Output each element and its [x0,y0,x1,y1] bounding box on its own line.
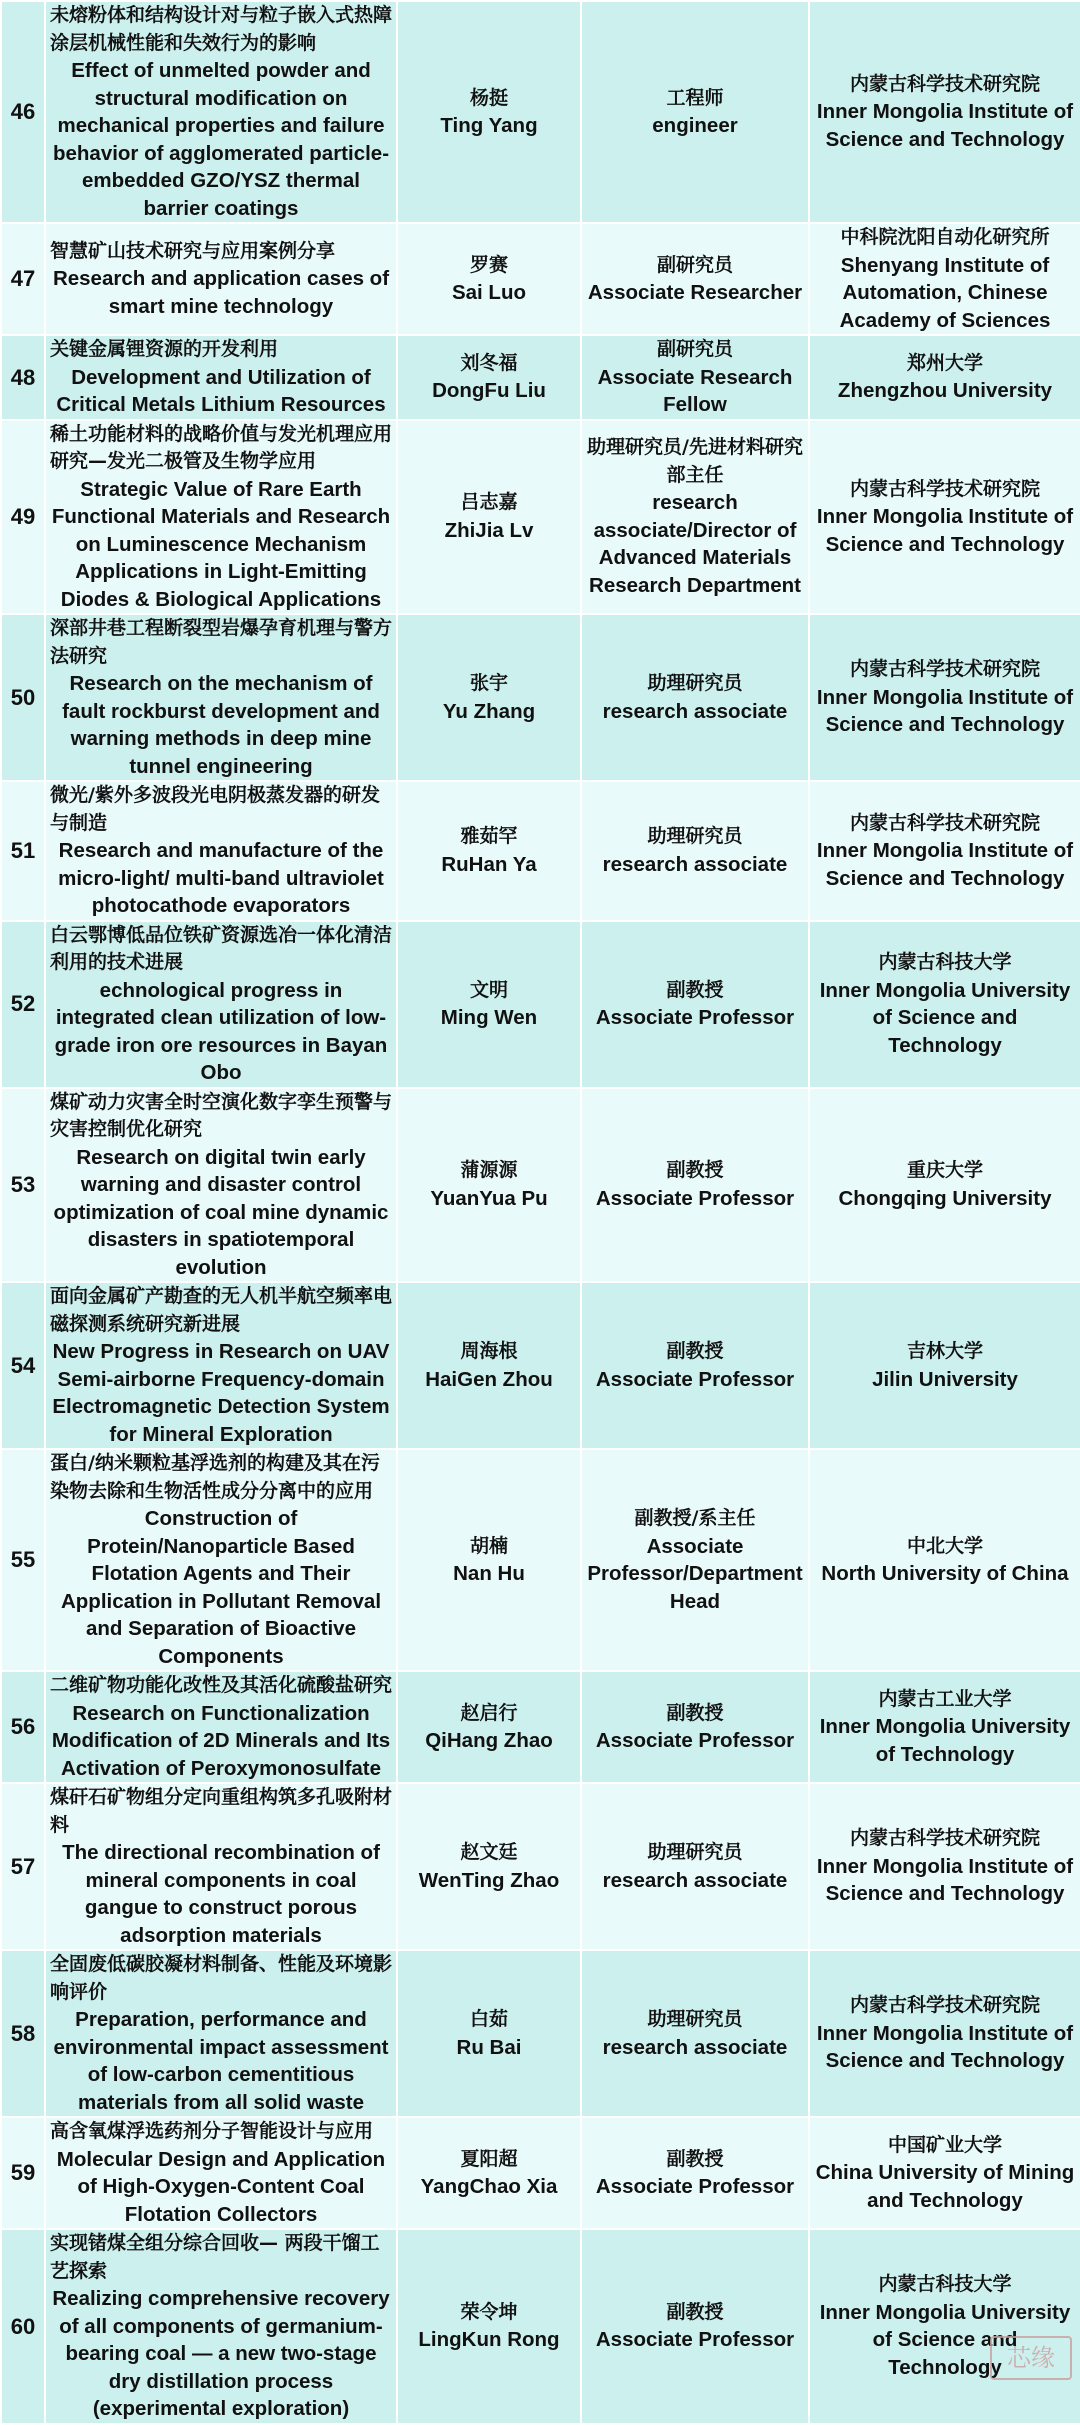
topic-en: Research and manufacture of the micro-light/ multi-band ultraviolet photocathode evaporators [58,839,384,917]
topic-en: Development and Utilization of Critical Metals Lithium Resources [56,365,386,416]
title-zh: 副研究员 [656,253,733,276]
title-en: Associate Research Fellow [597,365,793,416]
table-row [1,1088,1080,1283]
title-cell [581,420,809,615]
institution-en: Inner Mongolia University of Science and Technology [819,2300,1071,2379]
institution-en: Inner Mongolia Institute of Science and Technology [816,100,1074,151]
row-number: 52 [1,921,45,1088]
institution-zh: 中科院沈阳自动化研究所 [840,226,1050,248]
topic-en: Research and application cases of smart mine technology [52,267,390,318]
topic-zh: 二维矿物功能化改性及其活化硫酸盐研究 [50,1674,393,1696]
topic-en: Molecular Design and Application of High-Oxygen-Content Coal Flotation Collectors [56,2147,386,2226]
title-zh: 副教授 [666,2147,724,2170]
topic-en: Research on Functionalization Modification of 2D Minerals and Its Activation of Peroxymonosulfate [51,1701,391,1780]
name-zh: 赵启行 [460,1701,518,1724]
institution-en: Zhengzhou University [837,379,1053,403]
name-zh: 胡楠 [469,1534,508,1557]
title-zh: 副教授 [666,1159,724,1182]
name-zh: 文明 [469,978,508,1001]
topic-en: Construction of Protein/Nanoparticle Based Flotation Agents and Their Application in Pollutant Removal and Separation of Bioactive Components [60,1507,382,1668]
title-zh: 助理研究员 [647,825,743,848]
table-row [1,1,1080,223]
institution-cell [809,1,1080,223]
institution-zh: 吉林大学 [906,1340,983,1362]
name-cell [397,1783,581,1950]
name-en: Ting Yang [440,114,538,137]
institution-en: Jilin University [872,1367,1018,1391]
title-en: Associate Professor [595,1729,795,1752]
table-row [1,614,1080,781]
table-row [1,420,1080,615]
name-en: DongFu Liu [432,379,546,403]
table-row [1,1449,1080,1671]
topic-zh: 煤矿动力灾害全时空演化数字孪生预警与灾害控制优化研究 [50,1090,393,1140]
topic-zh: 白云鄂博低品位铁矿资源选冶一体化清洁利用的技术进展 [50,923,393,973]
name-cell [397,781,581,921]
topic-zh: 稀土功能材料的战略价值与发光机理应用研究—发光二极管及生物学应用 [50,422,393,472]
topic-zh: 关键金属锂资源的开发利用 [50,338,279,360]
topic-zh: 深部井巷工程断裂型岩爆孕育机理与警方法研究 [50,617,393,667]
title-cell [581,335,809,420]
topic-cell [45,223,397,335]
name-cell [397,1449,581,1671]
institution-cell [809,921,1080,1088]
title-cell [581,223,809,335]
institution-en: Chongqing University [838,1186,1052,1210]
name-cell [397,420,581,615]
topic-cell [45,335,397,420]
institution-zh: 内蒙古科学技术研究院 [849,477,1040,500]
row-number: 54 [1,1282,45,1449]
name-cell [397,2229,581,2424]
topic-en: Research on the mechanism of fault rockburst development and warning methods in deep mine tunnel engineering [62,672,380,778]
title-en: Associate Researcher [587,281,803,304]
title-en: research associate/Director of Advanced Materials Research Department [589,491,801,597]
table-row [1,2229,1080,2424]
title-cell [581,1282,809,1449]
name-en: YuanYua Pu [430,1186,548,1210]
institution-en: China University of Mining and Technology [815,2161,1075,2212]
title-en: research associate [602,699,788,723]
table-row [1,335,1080,420]
institution-cell [809,1282,1080,1449]
name-zh: 雅茹罕 [460,825,518,848]
institution-en: Inner Mongolia University of Technology [819,1715,1071,1766]
row-number: 53 [1,1088,45,1283]
title-en: Associate Professor [595,1006,795,1029]
row-number: 60 [1,2229,45,2424]
title-en: Associate Professor [595,2328,795,2352]
title-zh: 副教授 [666,1340,724,1362]
institution-en: Shenyang Institute of Automation, Chinese Academy of Sciences [839,253,1051,332]
title-en: Associate Professor [595,1186,795,1210]
topic-cell [45,1282,397,1449]
title-cell [581,2229,809,2424]
title-en: Associate Professor [595,2175,795,2198]
title-zh: 助理研究员/先进材料研究部主任 [587,436,803,486]
topic-en: Effect of unmelted powder and structural modification on mechanical properties and failure behavior of agglomerated particle-embedded GZO/YSZ thermal barrier coatings [52,59,390,220]
title-en: research associate [602,852,788,876]
table-row [1,1950,1080,2117]
institution-zh: 郑州大学 [906,351,983,374]
name-zh: 吕志嘉 [460,491,518,514]
topic-en: Strategic Value of Rare Earth Functional Materials and Research on Luminescence Mechanism Applications in Light-Emitting Diodes & Biological Applications [51,477,391,611]
title-cell [581,1449,809,1671]
name-en: Nan Hu [453,1562,525,1585]
title-zh: 副教授/系主任 [634,1507,756,1529]
topic-en: Preparation, performance and environmental impact assessment of low-carbon cementitious materials from all solid waste [53,2008,389,2114]
name-zh: 周海根 [460,1340,518,1362]
institution-en: Inner Mongolia Institute of Science and Technology [816,505,1074,556]
institution-zh: 内蒙古工业大学 [878,1687,1012,1710]
institution-zh: 内蒙古科学技术研究院 [849,1827,1040,1850]
name-zh: 荣令坤 [460,2300,518,2323]
name-zh: 赵文廷 [460,1841,518,1863]
row-number: 55 [1,1449,45,1671]
row-number: 49 [1,420,45,615]
row-number: 57 [1,1783,45,1950]
institution-en: Inner Mongolia Institute of Science and Technology [816,839,1074,890]
name-zh: 杨挺 [469,86,508,109]
institution-zh: 内蒙古科技大学 [878,951,1012,973]
title-zh: 副教授 [666,978,724,1001]
institution-cell [809,614,1080,781]
topic-en: New Progress in Research on UAV Semi-airborne Frequency-domain Electromagnetic Detection System for Mineral Exploration [52,1340,390,1446]
title-zh: 副教授 [666,1701,724,1724]
title-zh: 助理研究员 [647,1841,743,1863]
name-cell [397,2117,581,2229]
topic-cell [45,1,397,223]
title-cell [581,614,809,781]
name-zh: 白茹 [469,2008,508,2030]
name-en: YangChao Xia [420,2175,558,2198]
name-en: QiHang Zhao [425,1729,553,1752]
title-en: engineer [652,114,738,137]
institution-en: Inner Mongolia Institute of Science and Technology [816,2021,1074,2073]
topic-en: Research on digital twin early warning and disaster control optimization of coal mine dynamic disasters in spatiotemporal evolution [53,1145,389,1279]
topic-cell [45,1671,397,1783]
title-cell [581,1088,809,1283]
title-cell [581,1950,809,2117]
name-en: HaiGen Zhou [425,1367,553,1391]
title-zh: 副研究员 [656,338,733,360]
row-number: 47 [1,223,45,335]
institution-cell [809,1088,1080,1283]
institution-cell [809,1449,1080,1671]
name-en: RuHan Ya [441,852,537,876]
title-cell [581,1671,809,1783]
row-number: 51 [1,781,45,921]
name-en: Ming Wen [440,1006,538,1029]
topic-cell [45,921,397,1088]
title-en: Associate Professor/Department Head [587,1534,803,1613]
table-row [1,1282,1080,1449]
institution-cell [809,2117,1080,2229]
title-cell [581,1783,809,1950]
institution-cell [809,1950,1080,2117]
name-en: LingKun Rong [418,2328,560,2352]
table-row [1,921,1080,1088]
row-number: 59 [1,2117,45,2229]
topic-cell [45,1950,397,2117]
institution-zh: 内蒙古科学技术研究院 [849,72,1040,95]
topic-cell [45,614,397,781]
title-en: research associate [602,1868,788,1892]
title-zh: 工程师 [666,86,724,109]
topic-en: The directional recombination of mineral components in coal gangue to construct porous adsorption materials [62,1841,380,1947]
institution-cell [809,223,1080,335]
title-cell [581,1,809,223]
institution-zh: 内蒙古科学技术研究院 [849,658,1040,681]
topic-en: Realizing comprehensive recovery of all components of germanium-bearing coal — a new two-stage dry distillation process (experimental exploration) [52,2287,390,2420]
topic-cell [45,781,397,921]
institution-zh: 内蒙古科技大学 [878,2273,1012,2296]
name-en: WenTing Zhao [418,1868,560,1892]
topic-cell [45,1783,397,1950]
name-cell [397,1,581,223]
topic-cell [45,1088,397,1283]
title-en: Associate Professor [595,1367,795,1391]
name-cell [397,335,581,420]
name-cell [397,1088,581,1283]
row-number: 58 [1,1950,45,2117]
name-zh: 刘冬福 [460,351,518,374]
name-cell [397,921,581,1088]
topic-zh: 未熔粉体和结构设计对与粒子嵌入式热障涂层机械性能和失效行为的影响 [50,4,393,54]
name-cell [397,1950,581,2117]
name-en: Sai Luo [451,281,527,304]
topic-cell [45,2229,397,2424]
name-en: Yu Zhang [442,699,536,723]
topic-zh: 蛋白/纳米颗粒基浮选剂的构建及其在污染物去除和生物活性成分分离中的应用 [50,1452,380,1502]
table-row [1,781,1080,921]
topic-zh: 全固废低碳胶凝材料制备、性能及环境影响评价 [50,1953,393,2003]
row-number: 46 [1,1,45,223]
institution-en: Inner Mongolia Institute of Science and Technology [816,1854,1074,1906]
table-row [1,2117,1080,2229]
name-en: Ru Bai [456,2035,522,2059]
topic-cell [45,2117,397,2229]
name-zh: 夏阳超 [460,2147,518,2170]
name-cell [397,1282,581,1449]
institution-zh: 重庆大学 [906,1159,983,1182]
institution-en: North University of China [821,1562,1069,1585]
row-number: 50 [1,614,45,781]
institution-cell [809,335,1080,420]
institution-zh: 中国矿业大学 [887,2133,1002,2156]
table-row [1,1671,1080,1783]
name-cell [397,1671,581,1783]
institution-cell [809,2229,1080,2424]
institution-zh: 中北大学 [906,1534,983,1557]
title-cell [581,921,809,1088]
name-zh: 蒲源源 [460,1159,518,1182]
topic-en: echnological progress in integrated clean utilization of low-grade iron ore resources in Bayan Obo [54,978,388,1084]
title-en: research associate [602,2035,788,2059]
table-row [1,223,1080,335]
title-cell [581,781,809,921]
title-cell [581,2117,809,2229]
topic-cell [45,420,397,615]
watermark-logo: 芯缘 [990,2336,1072,2380]
name-zh: 张宇 [469,672,508,694]
topic-zh: 智慧矿山技术研究与应用案例分享 [50,239,336,262]
topic-zh: 微光/紫外多波段光电阴极蒸发器的研发与制造 [50,784,380,834]
name-cell [397,614,581,781]
row-number: 56 [1,1671,45,1783]
institution-en: Inner Mongolia University of Science and Technology [819,978,1071,1057]
name-en: ZhiJia Lv [444,518,534,542]
institution-zh: 内蒙古科学技术研究院 [849,811,1040,834]
institution-cell [809,420,1080,615]
row-number: 48 [1,335,45,420]
name-cell [397,223,581,335]
institution-cell [809,1783,1080,1950]
institution-en: Inner Mongolia Institute of Science and Technology [816,685,1074,737]
table-row [1,1783,1080,1950]
topic-zh: 煤矸石矿物组分定向重组构筑多孔吸附材料 [50,1786,393,1836]
title-zh: 助理研究员 [647,2008,743,2030]
topic-zh: 高含氧煤浮选药剂分子智能设计与应用 [50,2120,374,2142]
title-zh: 助理研究员 [647,672,743,694]
name-zh: 罗赛 [469,253,508,276]
institution-zh: 内蒙古科学技术研究院 [849,1994,1040,2017]
institution-cell [809,1671,1080,1783]
title-zh: 副教授 [666,2300,724,2323]
institution-cell [809,781,1080,921]
topic-cell [45,1449,397,1671]
topic-zh: 实现锗煤全组分综合回收— 两段干馏工艺探索 [50,2232,380,2282]
topic-zh: 面向金属矿产勘查的无人机半航空频率电磁探测系统研究新进展 [50,1285,393,1335]
